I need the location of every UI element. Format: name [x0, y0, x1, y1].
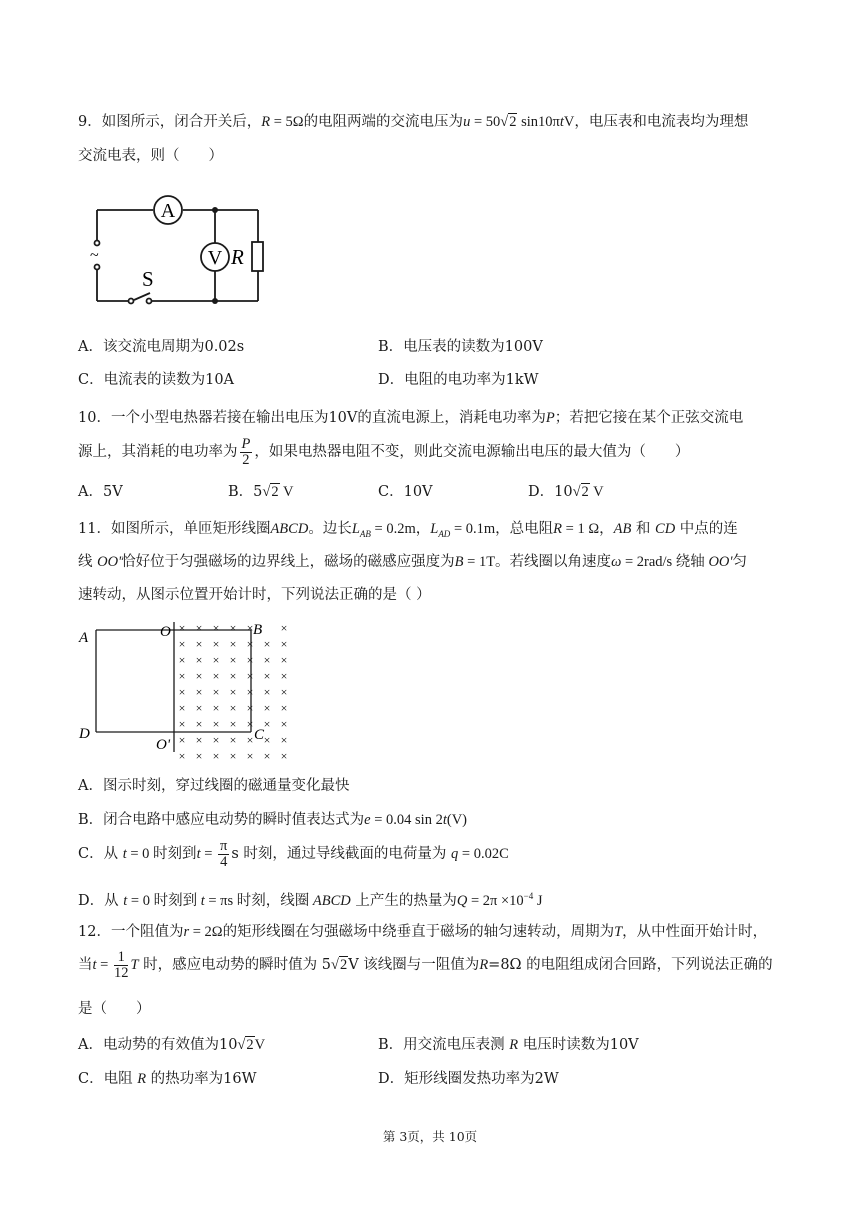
field-cross: ×: [195, 637, 203, 651]
field-cross: ×: [246, 653, 254, 667]
q9-option-b: B．电压表的读数为100V: [378, 339, 543, 355]
field-cross: ×: [263, 701, 271, 715]
field-cross: ×: [178, 701, 186, 715]
field-cross: ×: [229, 653, 237, 667]
label-a: A: [79, 630, 89, 646]
q12-stem-line2: 当t = $\frac{1}{12}$ T 时，感应电动势的瞬时值为 5√2V 该线圈与一阻值为R=8Ω 的电阻组成闭合回路，下列说法正确的: [78, 948, 773, 981]
page-footer: 第 3页，共 10页: [382, 1129, 478, 1144]
label-o: O: [160, 624, 171, 640]
q9-stem-line2: 交流电表，则（ ）: [78, 148, 223, 164]
field-cross: ×: [212, 653, 220, 667]
switch-label: S: [142, 267, 154, 291]
field-cross: ×: [195, 621, 203, 635]
field-cross: ×: [212, 669, 220, 683]
q11-stem-line3: 速转动，从图示位置开始计时，下列说法正确的是（ ）: [78, 587, 431, 603]
field-cross: ×: [229, 717, 237, 731]
q9-option-c: C．电流表的读数为10A: [78, 372, 235, 388]
field-cross: ×: [246, 669, 254, 683]
q10-stem-line2: 源上，其消耗的电功率为 $\frac{P}{2}$ ，如果电热器电阻不变，则此交流电源输出电压的最大值为（ ）: [78, 435, 690, 468]
ammeter-label: A: [160, 200, 176, 222]
field-cross: ×: [280, 717, 288, 731]
field-cross: ×: [229, 637, 237, 651]
field-cross: ×: [229, 685, 237, 699]
field-cross: ×: [263, 653, 271, 667]
q9-option-d: D．电阻的电功率为1kW: [378, 372, 539, 388]
field-cross: ×: [263, 733, 271, 747]
field-cross: ×: [212, 749, 220, 763]
field-cross: ×: [246, 685, 254, 699]
field-cross: ×: [246, 637, 254, 651]
field-cross: ×: [178, 637, 186, 651]
field-cross: ×: [246, 621, 254, 635]
field-cross: ×: [246, 717, 254, 731]
field-cross: ×: [178, 717, 186, 731]
field-cross: ×: [178, 669, 186, 683]
ac-source-symbol: ~: [90, 247, 99, 264]
field-cross: ×: [195, 685, 203, 699]
field-cross: ×: [280, 621, 288, 635]
q11-option-c: C．从 t = 0 时刻到t = $\frac{\pi}{4}$ s 时刻，通过导线截面的电荷量为 q = 0.02C: [78, 837, 509, 870]
q10-option-a: A．5V: [78, 484, 123, 500]
field-cross: ×: [212, 701, 220, 715]
q11-option-b: B．闭合电路中感应电动势的瞬时值表达式为e = 0.04 sin 2t(V): [78, 812, 467, 828]
field-cross: ×: [280, 749, 288, 763]
label-d: D: [79, 726, 90, 742]
label-o-prime: O': [156, 737, 171, 753]
field-cross: ×: [280, 637, 288, 651]
field-cross: ×: [212, 717, 220, 731]
field-cross: ×: [195, 733, 203, 747]
field-cross: ×: [178, 685, 186, 699]
field-cross: ×: [263, 717, 271, 731]
q12-option-b: B．用交流电压表测 R 电压时读数为10V: [378, 1037, 639, 1053]
field-cross: ×: [178, 653, 186, 667]
q12-option-a: A．电动势的有效值为10√2V: [78, 1037, 266, 1053]
field-cross: ×: [280, 669, 288, 683]
q10-stem-line1: 10．一个小型电热器若接在输出电压为10V的直流电源上，消耗电功率为P；若把它接在某个正弦交流电: [78, 410, 744, 426]
field-cross: ×: [195, 701, 203, 715]
field-cross: ×: [212, 637, 220, 651]
q11-stem-line2: 线 OO'恰好位于匀强磁场的边界线上，磁场的磁感应强度为B = 1T。若线圈以角速度ω = 2rad/s 绕轴 OO'匀: [78, 554, 747, 570]
field-cross: ×: [229, 621, 237, 635]
field-cross: ×: [280, 733, 288, 747]
field-cross: ×: [280, 701, 288, 715]
resistor-label: R: [231, 245, 244, 269]
voltmeter-label: V: [207, 247, 223, 269]
q10-option-b: B．5√2 V: [228, 484, 294, 500]
field-cross: ×: [178, 621, 186, 635]
field-cross: ×: [178, 733, 186, 747]
q11-stem-line1: 11．如图所示，单匝矩形线圈ABCD。边长$L_{AB} = 0.2m$，$L_{AD} = 0.1m$，总电阻R = 1 Ω，AB 和 CD 中点的连: [78, 521, 738, 539]
field-cross: ×: [195, 717, 203, 731]
field-cross: ×: [246, 749, 254, 763]
field-cross: ×: [263, 669, 271, 683]
q12-stem-line3: 是（ ）: [78, 1001, 151, 1017]
field-cross: ×: [229, 733, 237, 747]
field-cross: ×: [229, 669, 237, 683]
q11-option-a: A．图示时刻，穿过线圈的磁通量变化最快: [78, 778, 350, 794]
q11-option-d: D．从 t = 0 时刻到 t = πs 时刻，线圈 ABCD 上产生的热量为$Q = 2\pi \times 10^{-4}$ J: [78, 891, 543, 909]
field-cross: ×: [263, 637, 271, 651]
field-cross: ×: [195, 749, 203, 763]
q9-circuit-diagram: [85, 194, 275, 312]
q12-option-d: D．矩形线圈发热功率为2W: [378, 1071, 559, 1087]
field-cross: ×: [246, 733, 254, 747]
field-cross: ×: [229, 749, 237, 763]
q12-option-c: C．电阻 R 的热功率为16W: [78, 1071, 257, 1087]
field-cross: ×: [280, 653, 288, 667]
field-cross: ×: [212, 733, 220, 747]
field-cross: ×: [246, 701, 254, 715]
field-cross: ×: [280, 685, 288, 699]
field-cross: ×: [263, 685, 271, 699]
q9-stem-line1: 9．如图所示，闭合开关后，R = 5Ω的电阻两端的交流电压为u = 50√2 sin10πtV，电压表和电流表均为理想: [78, 114, 749, 130]
field-cross: ×: [263, 749, 271, 763]
field-cross: ×: [195, 669, 203, 683]
q10-option-c: C．10V: [378, 484, 433, 500]
q10-option-d: D．10√2 V: [528, 484, 604, 500]
field-cross: ×: [212, 685, 220, 699]
q9-option-a: A．该交流电周期为0.02s: [78, 339, 245, 355]
label-c: C: [254, 727, 265, 743]
q12-stem-line1: 12．一个阻值为r = 2Ω的矩形线圈在匀强磁场中绕垂直于磁场的轴匀速转动，周期为T，从中性面开始计时，: [78, 924, 768, 940]
field-cross: ×: [212, 621, 220, 635]
label-b: B: [253, 622, 263, 638]
field-cross: ×: [195, 653, 203, 667]
field-cross: ×: [178, 749, 186, 763]
q11-coil-field-diagram: [76, 618, 302, 766]
field-cross: ×: [229, 701, 237, 715]
